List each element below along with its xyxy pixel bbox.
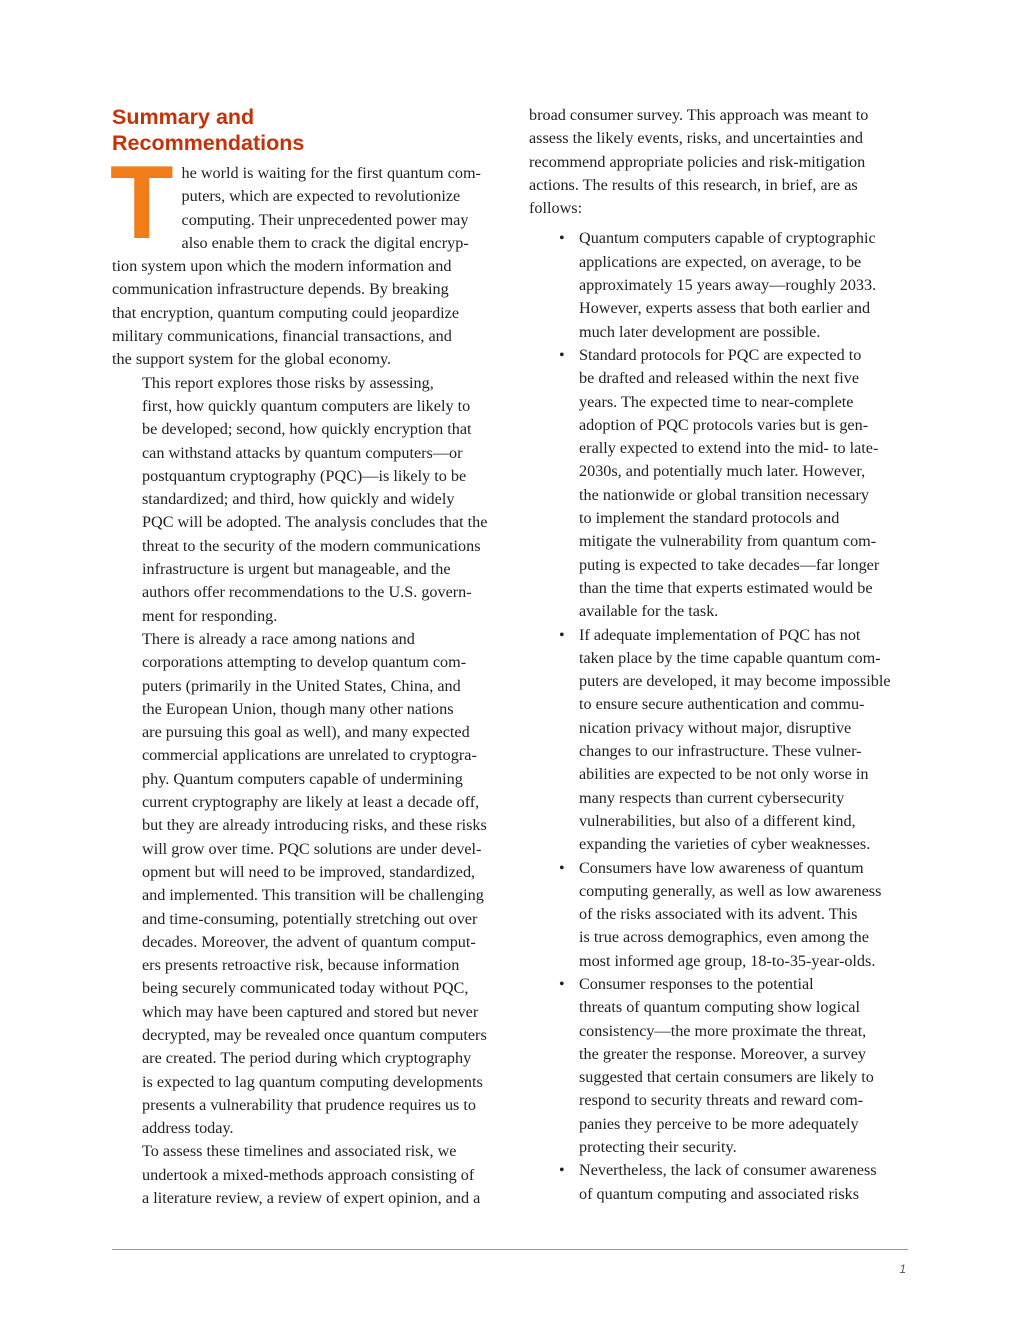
text-line: respond to security threats and reward com- [579,1091,864,1110]
finding-text [579,227,909,343]
text-line: abilities are expected to be not only worse in [579,765,869,784]
text-line: protecting their security. [579,1138,737,1157]
text-line: can withstand attacks by quantum computers—or [142,443,463,462]
text-line: adoption of PQC protocols varies but is gen- [579,415,869,434]
findings-list [529,227,909,1205]
text-line: most informed age group, 18-to-35-year-olds. [579,951,876,970]
text-line: presents a vulnerability that prudence requires us to [142,1095,476,1114]
text-line: standardized; and third, how quickly and widely [142,490,455,509]
text-line: 2030s, and potentially much later. However, [579,462,866,481]
text-line: are pursuing this goal as well), and many expected [142,723,470,742]
paragraph-report-scope [112,372,492,628]
text-line: consistency—the more proximate the threat, [579,1021,867,1040]
text-line: military communications, financial transactions, and [112,327,452,346]
text-line: decrypted, may be revealed once quantum computers [142,1025,487,1044]
text-line: follows: [529,199,583,218]
text-line: postquantum cryptography (PQC)—is likely to be [142,466,467,485]
text-line: suggested that certain consumers are likely to [579,1068,874,1087]
text-line: broad consumer survey. This approach was meant to [529,106,869,124]
text-line: is true across demographics, even among the [579,928,869,947]
text-line: many respects than current cybersecurity [579,788,845,807]
text-line: expanding the varieties of cyber weaknesses. [579,835,871,854]
finding-text [579,973,909,1159]
text-line: the nationwide or global transition necessary [579,485,869,504]
finding-item [529,857,909,973]
text-line: approximately 15 years away—roughly 2033. [579,276,877,295]
finding-text [579,1159,909,1206]
text-line: the support system for the global economy. [112,350,392,369]
bullet-icon: • [559,626,565,644]
text-line: and implemented. This transition will be challenging [142,886,484,905]
text-line: threat to the security of the modern communications [142,536,481,555]
paragraph-methods-continued [529,104,909,220]
text-line: will grow over time. PQC solutions are under devel- [142,839,482,858]
text-line: be drafted and released within the next five [579,369,860,388]
bullet-icon: • [559,1162,565,1180]
finding-text [579,857,909,973]
text-line: much later development are possible. [579,322,821,341]
paragraph-quantum-race [112,628,492,1141]
text-line: Nevertheless, the lack of consumer awareness [579,1161,877,1180]
text-line: is expected to lag quantum computing developments [142,1072,483,1091]
text-line: communication infrastructure depends. By breaking [112,280,449,299]
text-line: opment but will need to be improved, standardized, [142,862,476,881]
text-line: than the time that experts estimated would be [579,578,873,597]
text-line: mitigate the vulnerability from quantum com- [579,532,877,551]
finding-item [529,1159,909,1206]
text-line: to implement the standard protocols and [579,509,840,528]
text-line: the greater the response. Moreover, a survey [579,1044,867,1063]
text-line: commercial applications are unrelated to cryptogra- [142,746,477,765]
bullet-icon: • [559,859,565,877]
text-line: first, how quickly quantum computers are likely to [142,396,471,415]
text-line: recommend appropriate policies and risk-mitigation [529,152,866,171]
text-line: authors offer recommendations to the U.S. govern- [142,583,472,602]
text-line: vulnerabilities, but also of a different kind, [579,811,856,830]
text-line: infrastructure is urgent but manageable, and the [142,560,451,579]
right-column [529,104,909,1206]
text-line: undertook a mixed-methods approach consisting of [142,1165,475,1184]
text-line: However, experts assess that both earlier and [579,299,871,318]
text-line: erally expected to extend into the mid- to late- [579,439,879,458]
drop-cap: T [110,145,174,261]
text-line: years. The expected time to near-complete [579,392,854,411]
paragraph-methods [112,1140,492,1210]
text-line: that encryption, quantum computing could jeopardize [112,303,460,322]
text-line: also enable them to crack the digital encryp- [181,233,469,252]
text-line: There is already a race among nations and [142,629,415,648]
text-line: ment for responding. [142,606,278,625]
finding-item [529,344,909,624]
bullet-icon: • [559,975,565,993]
text-line: of quantum computing and associated risks [579,1184,860,1203]
page-number: 1 [899,1262,906,1276]
text-line: PQC will be adopted. The analysis concludes that the [142,513,488,532]
text-line: available for the task. [579,602,719,621]
text-line: decades. Moreover, the advent of quantum comput- [142,932,476,951]
text-line: computing. Their unprecedented power may [181,210,469,229]
text-line: are created. The period during which cryptography [142,1049,472,1068]
finding-item [529,973,909,1159]
text-line: puting is expected to take decades—far longer [579,555,880,574]
text-line: but they are already introducing risks, and these risks [142,816,487,835]
text-line: of the risks associated with its advent. This [579,905,858,924]
text-line: Quantum computers capable of cryptographic [579,229,876,248]
finding-item [529,227,909,343]
text-line: puters (primarily in the United States, China, and [142,676,461,695]
text-line: and time-consuming, potentially stretching out over [142,909,478,928]
left-column [112,104,492,1210]
text-line: phy. Quantum computers capable of undermining [142,769,463,788]
text-line: puters, which are expected to revolutionize [181,187,461,206]
finding-text [579,344,909,624]
text-line: he world is waiting for the first quantum com- [181,164,481,182]
finding-text [579,624,909,857]
text-line: Consumer responses to the potential [579,974,814,993]
text-line: applications are expected, on average, to be [579,252,862,271]
text-line: corporations attempting to develop quantum com- [142,653,467,672]
heading-line-2: Recommendations [112,131,305,155]
text-line: puters are developed, it may become impossible [579,672,891,691]
bullet-icon: • [559,346,565,364]
text-line: computing generally, as well as low awareness [579,881,882,900]
text-line: panies they perceive to be more adequately [579,1114,859,1133]
text-line: Standard protocols for PQC are expected to [579,345,862,364]
text-line: the European Union, though many other nations [142,699,454,718]
text-line: To assess these timelines and associated risk, we [142,1142,457,1161]
text-line: If adequate implementation of PQC has not [579,625,861,644]
text-line: nication privacy without major, disruptive [579,718,852,737]
finding-item [529,624,909,857]
text-line: threats of quantum computing show logical [579,998,860,1017]
text-line: address today. [142,1119,234,1138]
text-line: ers presents retroactive risk, because information [142,956,460,975]
text-line: taken place by the time capable quantum com- [579,648,881,667]
footer-rule [112,1249,908,1250]
text-line: to ensure secure authentication and commu- [579,695,865,714]
text-line: Consumers have low awareness of quantum [579,858,864,877]
text-line: actions. The results of this research, in brief, are as [529,175,858,194]
text-line: be developed; second, how quickly encryption that [142,420,472,439]
text-line: being securely communicated today without PQC, [142,979,469,998]
bullet-icon: • [559,230,565,248]
heading-line-1: Summary and [112,105,255,129]
text-line: which may have been captured and stored but never [142,1002,479,1021]
text-line: tion system upon which the modern information and [112,257,452,276]
text-line: This report explores those risks by assessing, [142,373,434,392]
intro-paragraph [110,145,492,372]
text-line: assess the likely events, risks, and uncertainties and [529,129,864,148]
text-line: changes to our infrastructure. These vulner- [579,742,862,761]
text-line: current cryptography are likely at least a decade off, [142,793,480,812]
text-line: a literature review, a review of expert opinion, and a [142,1189,481,1208]
